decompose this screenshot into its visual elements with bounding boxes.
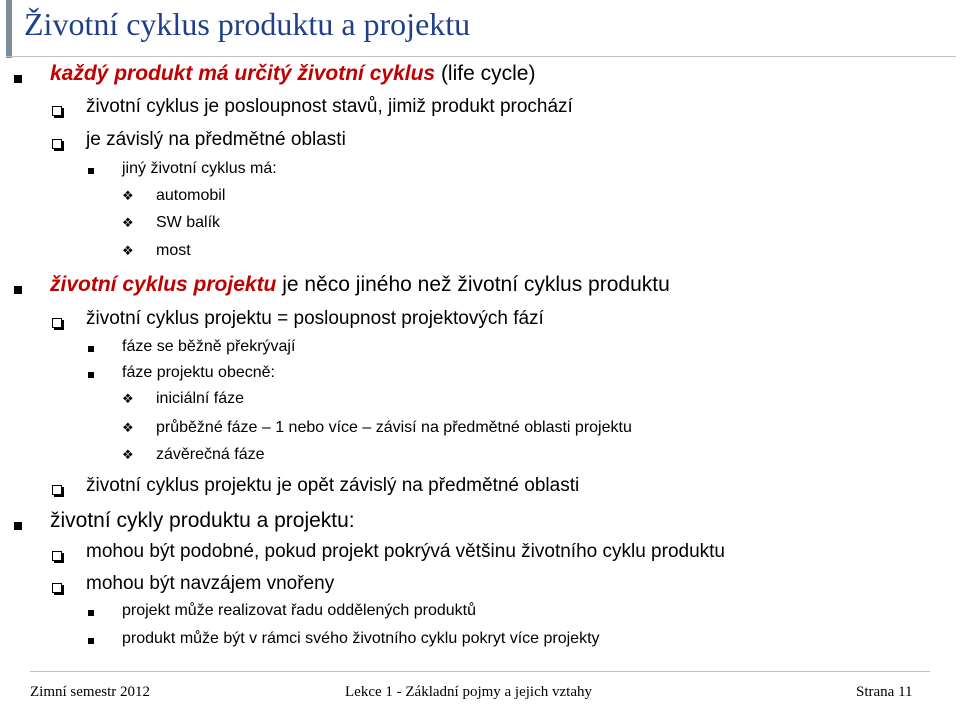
- bullet-text: [122, 602, 476, 620]
- emphasized-term: každý produkt má určitý životní cyklus: [50, 62, 436, 85]
- bullet-text: [156, 446, 265, 464]
- footer-lecture: Lekce 1 - Základní pojmy a jejich vztahy: [345, 684, 592, 700]
- bullet-text-body: životní cyklus projektu je opět závislý na předmětné oblasti: [86, 475, 580, 496]
- hollow-square-bullet-icon: [52, 583, 62, 593]
- diamond-star-bullet-icon: ❖: [122, 188, 134, 203]
- bullet-text-body: SW balík: [156, 214, 221, 231]
- bullet-text: [86, 475, 579, 497]
- bullet-text-body: fáze se běžně překrývají: [122, 338, 296, 355]
- square-bullet-icon: [14, 522, 22, 530]
- bullet-text: [50, 62, 535, 86]
- bullet-text-body: mohou být navzájem vnořeny: [86, 573, 335, 594]
- bullet-text: [156, 242, 191, 260]
- slide-title: Životní cyklus produktu a projektu: [24, 6, 471, 42]
- bullet-text-body: je závislý na předmětné oblasti: [86, 129, 346, 150]
- bullet-text-body: projekt může realizovat řadu oddělených produktů: [122, 602, 476, 619]
- square-bullet-icon: [14, 75, 22, 83]
- diamond-star-bullet-icon: ❖: [122, 447, 134, 462]
- hollow-square-bullet-icon: [52, 139, 62, 149]
- bullet-text: [122, 338, 295, 356]
- bullet-text-body: průběžné fáze – 1 nebo více – závisí na předmětné oblasti projektu: [156, 419, 632, 436]
- bullet-text: [156, 214, 220, 232]
- footer-page: [856, 684, 913, 701]
- hollow-square-bullet-icon: [52, 485, 62, 495]
- bullet-text: [122, 160, 277, 178]
- bullet-text-body: most: [156, 242, 191, 259]
- bullet-text-body: závěrečná fáze: [156, 446, 265, 463]
- bullet-text: [50, 273, 670, 297]
- diamond-star-bullet-icon: ❖: [122, 215, 134, 230]
- hollow-square-bullet-icon: [52, 551, 62, 561]
- small-square-bullet-icon: [88, 168, 94, 174]
- emphasized-term: životní cyklus projektu: [50, 273, 277, 296]
- diamond-star-bullet-icon: ❖: [122, 391, 134, 406]
- bullet-text-body: životní cykly produktu a projektu:: [50, 509, 355, 532]
- bullet-text: [86, 573, 334, 595]
- bullet-text-body: je něco jiného než životní cyklus produktu: [276, 273, 670, 296]
- bullet-text-body: životní cyklus projektu = posloupnost projektových fází: [86, 308, 544, 329]
- hollow-square-bullet-icon: [52, 106, 62, 116]
- bullet-text: [86, 129, 346, 151]
- bullet-text: [86, 96, 573, 118]
- bullet-text-body: iniciální fáze: [156, 390, 245, 407]
- bullet-text-body: automobil: [156, 187, 226, 204]
- small-square-bullet-icon: [88, 610, 94, 616]
- hollow-square-bullet-icon: [52, 318, 62, 328]
- bullet-text: [122, 630, 600, 648]
- bullet-text-body: životní cyklus je posloupnost stavů, jimiž produkt prochází: [86, 96, 573, 117]
- footer-divider: [30, 671, 930, 672]
- square-bullet-icon: [14, 286, 22, 294]
- small-square-bullet-icon: [88, 346, 94, 352]
- footer-page-label: Strana: [856, 684, 895, 700]
- small-square-bullet-icon: [88, 638, 94, 644]
- bullet-text: [156, 187, 225, 205]
- bullet-text-body: (life cycle): [435, 62, 536, 85]
- bullet-text: [156, 419, 632, 437]
- footer-semester: Zimní semestr 2012: [30, 684, 150, 700]
- bullet-text-body: mohou být podobné, pokud projekt pokrývá většinu životního cyklu produktu: [86, 541, 725, 562]
- diamond-star-bullet-icon: ❖: [122, 420, 134, 435]
- bullet-text: [156, 390, 244, 408]
- diamond-star-bullet-icon: ❖: [122, 243, 134, 258]
- bullet-text-body: jiný životní cyklus má:: [122, 160, 277, 177]
- bullet-text: [86, 308, 544, 330]
- bullet-text-body: fáze projektu obecně:: [122, 364, 275, 381]
- small-square-bullet-icon: [88, 372, 94, 378]
- bullet-text: [50, 509, 355, 533]
- footer-page-number: 11: [898, 684, 913, 700]
- bullet-text-body: produkt může být v rámci svého životního cyklu pokryt více projekty: [122, 630, 600, 647]
- bullet-text: [122, 364, 275, 382]
- bullet-text: [86, 541, 725, 563]
